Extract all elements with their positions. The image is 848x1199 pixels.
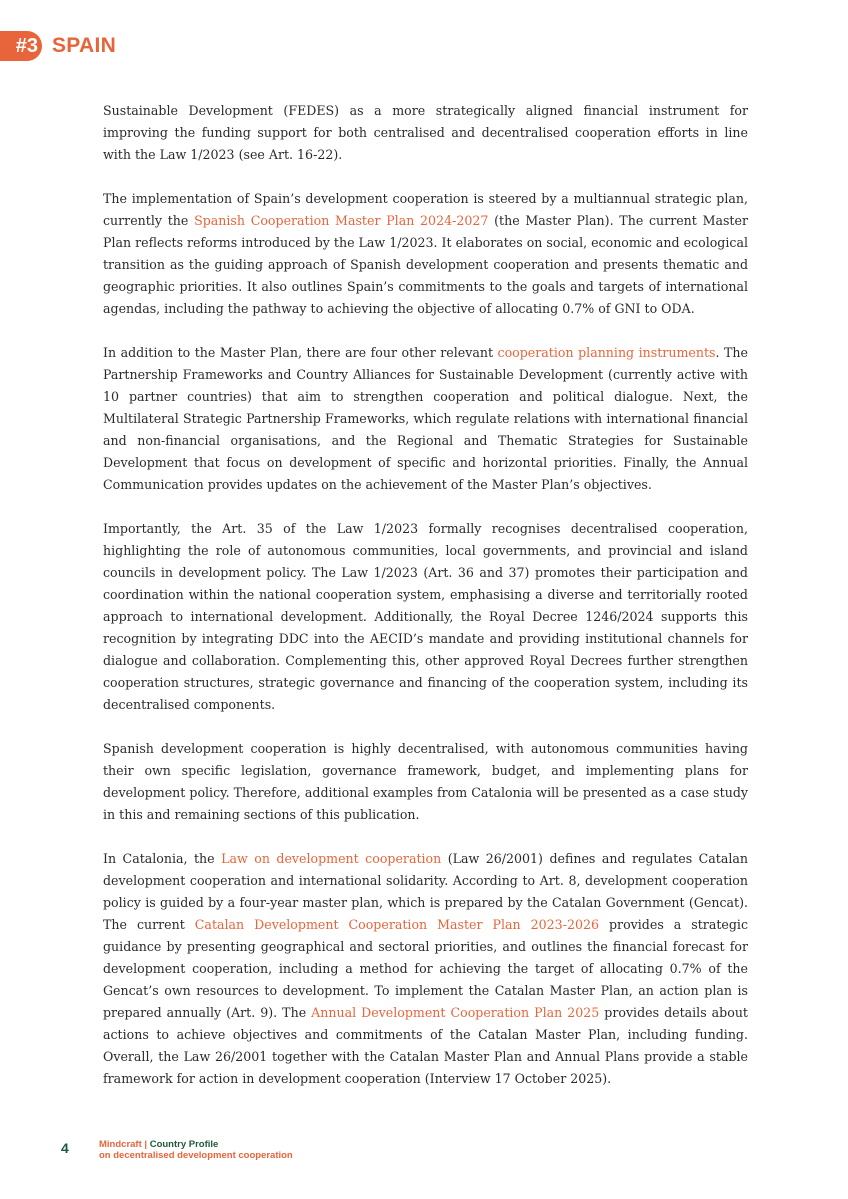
text: (Law 26/2001) defines and regulates Catalan development cooperation and international solidarity. According to Art. 8, development cooperation policy is guided by a four-year master plan, which is prepared by the Catalan Government (Gencat). The current [103, 851, 748, 932]
text: provides a strategic guidance by presenting geographical and sectoral priorities, and outlines the financial forecast for development cooperation, including a method for achieving the target of allocating 0.7% of the Gencat’s own resources to development. To implement the Catalan Master Plan, an action plan is prepared annually (Art. 9). The [103, 917, 748, 1020]
footer-brand: Mindcraft [99, 1139, 142, 1150]
text: In Catalonia, the [103, 851, 222, 866]
text: In addition to the Master Plan, there are four other relevant [103, 345, 498, 360]
section-number-badge: #3 [0, 31, 42, 61]
footer-publication [99, 1139, 293, 1161]
text: . The Partnership Frameworks and Country Alliances for Sustainable Development (currently active with 10 partner countries) that aim to strengthen cooperation and political dialogue. Next, the Multilateral Strategic Partnership Frameworks, which regulate relations with international financial and non-financial organisations, and the Regional and Thematic Strategies for Sustainable Development that focus on development of specific and horizontal priorities. Finally, the Annual Communication provides updates on the achievement of the Master Plan’s objectives. [103, 345, 748, 492]
link-annual-plan-2025[interactable]: Annual Development Cooperation Plan 2025 [311, 1005, 600, 1020]
body-text [103, 100, 748, 1112]
text: The implementation of Spain’s development cooperation is steered by a multiannual strategic plan, currently the [103, 191, 748, 228]
link-cooperation-planning-instruments[interactable]: cooperation planning instruments [497, 345, 716, 360]
link-spanish-master-plan[interactable]: Spanish Cooperation Master Plan 2024-2027 [194, 213, 489, 228]
link-catalan-master-plan[interactable]: Catalan Development Cooperation Master Plan 2023-2026 [194, 917, 599, 932]
section-title: SPAIN [52, 34, 117, 57]
text: Sustainable Development (FEDES) as a more strategically aligned financial instrument for improving the funding support for both centralised and decentralised cooperation efforts in line with the Law 1/2023 (see Art. 16-22). [103, 103, 748, 162]
text: Spanish development cooperation is highly decentralised, with autonomous communities having their own specific legislation, governance framework, budget, and implementing plans for development policy. Therefore, additional examples from Catalonia will be presented as a case study in this and remaining sections of this publication. [103, 741, 748, 822]
footer-title: Country Profile [149, 1139, 219, 1150]
paragraph [103, 738, 748, 826]
text: (the Master Plan). The current Master Plan reflects reforms introduced by the Law 1/2023. It elaborates on social, economic and ecological transition as the guiding approach of Spanish development cooperation and presents thematic and geographic priorities. It also outlines Spain’s commitments to the goals and targets of international agendas, including the pathway to achieving the objective of allocating 0.7% of GNI to ODA. [103, 213, 748, 316]
paragraph [103, 342, 748, 496]
text: Importantly, the Art. 35 of the Law 1/2023 formally recognises decentralised cooperation, highlighting the role of autonomous communities, local governments, and provincial and island councils in development policy. The Law 1/2023 (Art. 36 and 37) promotes their participation and coordination within the national cooperation system, emphasising a diverse and territorially rooted approach to international development. Additionally, the Royal Decree 1246/2024 supports this recognition by integrating DDC into the AECID’s mandate and providing institutional channels for dialogue and collaboration. Complementing this, other approved Royal Decrees further strengthen cooperation structures, strategic governance and financing of the cooperation system, including its decentralised components. [103, 521, 748, 712]
paragraph [103, 518, 748, 716]
paragraph [103, 188, 748, 320]
link-law-development-cooperation[interactable]: Law on development cooperation [221, 851, 442, 866]
paragraph [103, 848, 748, 1090]
paragraph [103, 100, 748, 166]
text: provides details about actions to achieve objectives and commitments of the Catalan Master Plan, including funding. Overall, the Law 26/2001 together with the Catalan Master Plan and Annual Plans provide a stable framework for action in development cooperation (Interview 17 October 2025). [103, 1005, 748, 1086]
footer-subtitle: on decentralised development cooperation [99, 1150, 293, 1161]
footer-separator: | [144, 1139, 148, 1150]
page-number: 4 [61, 1140, 69, 1156]
